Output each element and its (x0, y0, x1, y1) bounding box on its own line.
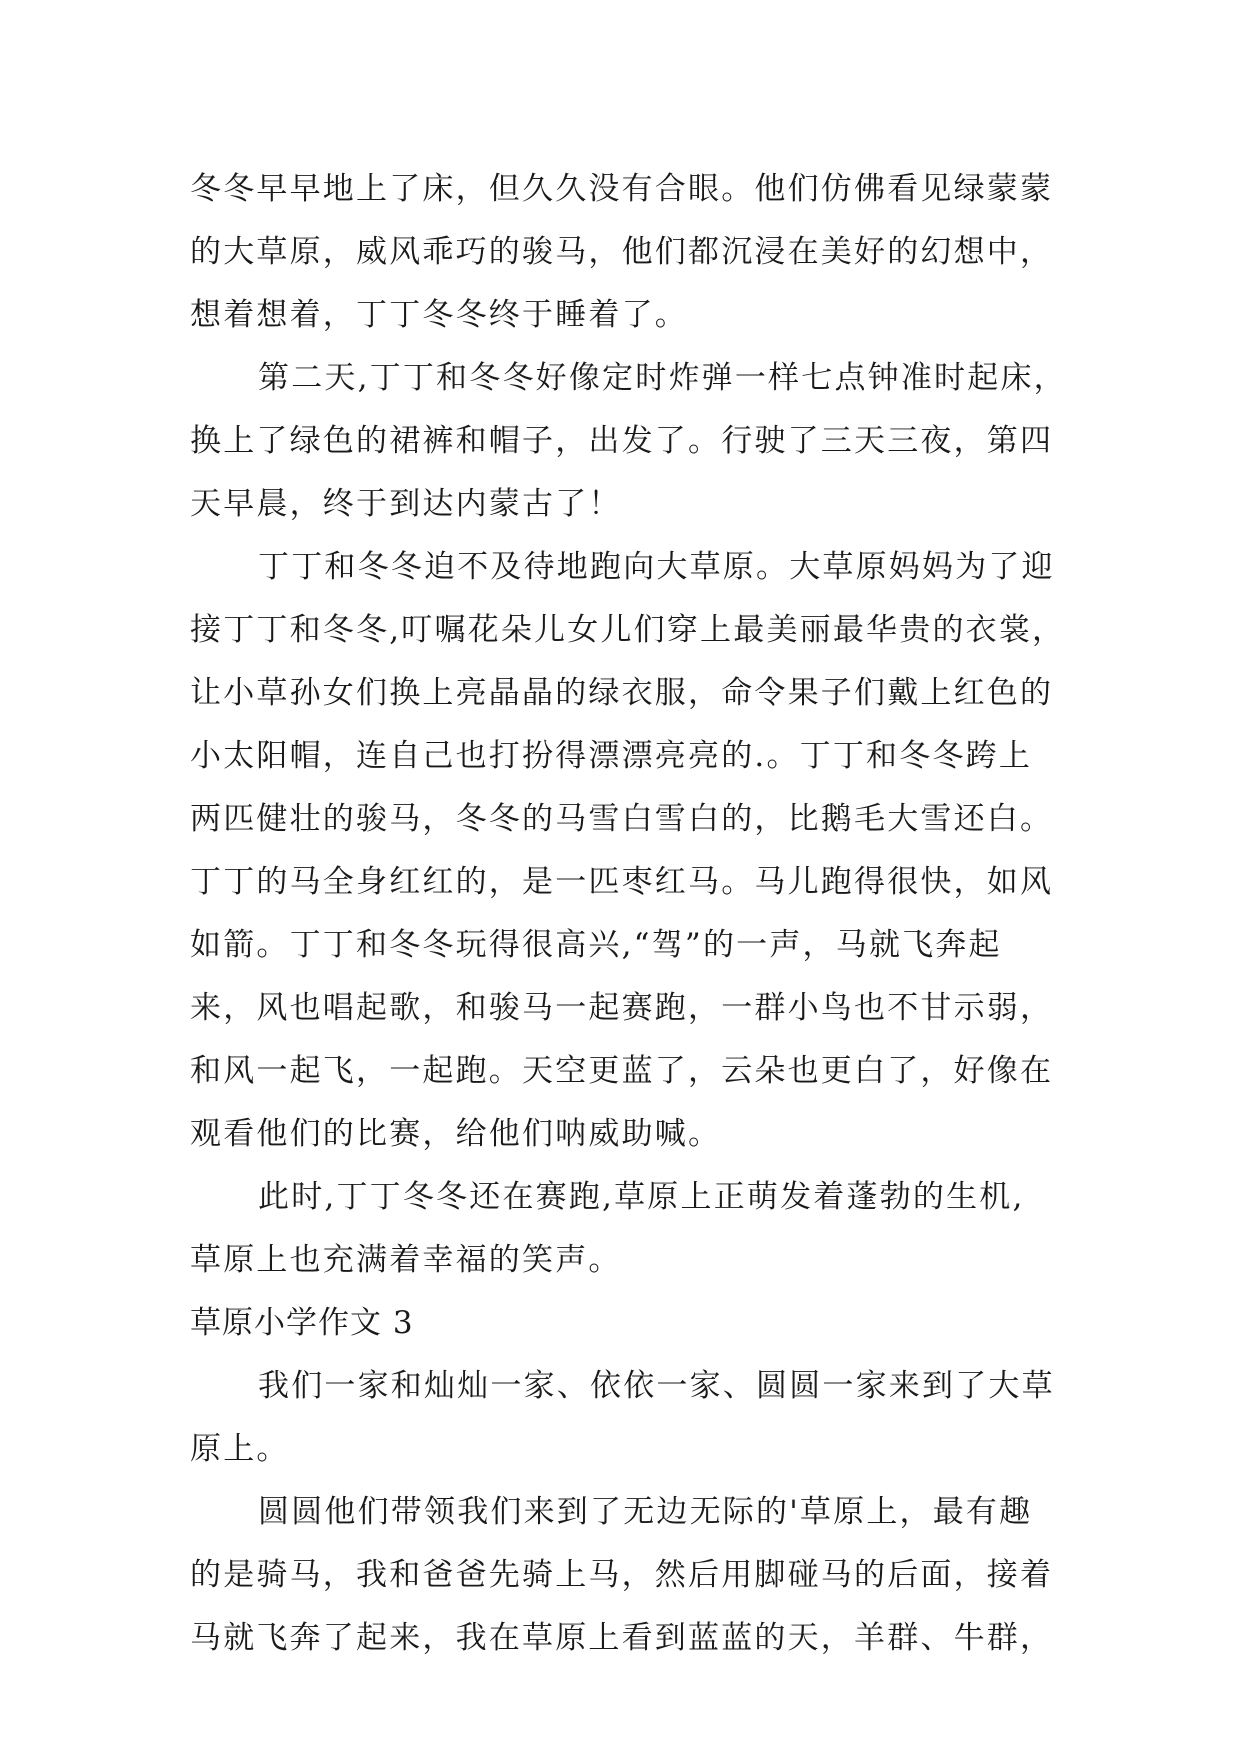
text-line: 和风一起飞，一起跑。天空更蓝了，云朵也更白了，好像在 (190, 1053, 1054, 1089)
text-line: 我们一家和灿灿一家、依依一家、圆圆一家来到了大草 (258, 1368, 1055, 1404)
text-line: 的大草原，威风乖巧的骏马，他们都沉浸在美好的幻想中， (190, 234, 1054, 270)
text-line: 天早晨，终于到达内蒙古了！ (190, 486, 622, 522)
paragraph (190, 158, 1070, 347)
text-line: 丁丁的马全身红红的，是一匹枣红马。马儿跑得很快，如风 (190, 864, 1054, 900)
document-body (190, 158, 1070, 1670)
text-line: 让小草孙女们换上亮晶晶的绿衣服，命令果子们戴上红色的 (190, 675, 1054, 711)
text-line: 接丁丁和冬冬,叮嘱花朵儿女儿们穿上最美丽最华贵的衣裳， (190, 612, 1066, 648)
text-line: 此时,丁丁冬冬还在赛跑,草原上正萌发着蓬勃的生机, (258, 1179, 1025, 1215)
section-heading (190, 1292, 1070, 1355)
text-line: 换上了绿色的裙裤和帽子，出发了。行驶了三天三夜，第四 (190, 423, 1054, 459)
text-line: 两匹健壮的骏马，冬冬的马雪白雪白的，比鹅毛大雪还白。 (190, 801, 1054, 837)
paragraph (190, 1166, 1070, 1292)
heading-text: 草原小学作文 3 (190, 1305, 414, 1341)
paragraph (190, 1355, 1070, 1481)
text-line: 第二天,丁丁和冬冬好像定时炸弹一样七点钟准时起床， (258, 360, 1067, 396)
text-line: 想着想着，丁丁冬冬终于睡着了。 (190, 297, 688, 333)
text-line: 原上。 (190, 1431, 290, 1467)
text-line: 小太阳帽，连自己也打扮得漂漂亮亮的.。丁丁和冬冬跨上 (190, 738, 1033, 774)
text-line: 草原上也充满着幸福的笑声。 (190, 1242, 622, 1278)
paragraph (190, 347, 1070, 536)
text-line: 马就飞奔了起来，我在草原上看到蓝蓝的天，羊群、牛群， (190, 1620, 1054, 1656)
text-line: 观看他们的比赛，给他们呐威助喊。 (190, 1116, 722, 1152)
text-line: 圆圆他们带领我们来到了无边无际的'草原上，最有趣 (258, 1494, 1033, 1530)
text-line: 冬冬早早地上了床，但久久没有合眼。他们仿佛看见绿蒙蒙 (190, 171, 1054, 207)
text-line: 来，风也唱起歌，和骏马一起赛跑，一群小鸟也不甘示弱， (190, 990, 1054, 1026)
text-line: 如箭。丁丁和冬冬玩得很高兴,“驾”的一声，马就飞奔起 (190, 927, 1002, 963)
text-line: 的是骑马，我和爸爸先骑上马，然后用脚碰马的后面，接着 (190, 1557, 1054, 1593)
paragraph (190, 1481, 1070, 1670)
paragraph (190, 536, 1070, 1166)
text-line: 丁丁和冬冬迫不及待地跑向大草原。大草原妈妈为了迎 (258, 549, 1055, 585)
